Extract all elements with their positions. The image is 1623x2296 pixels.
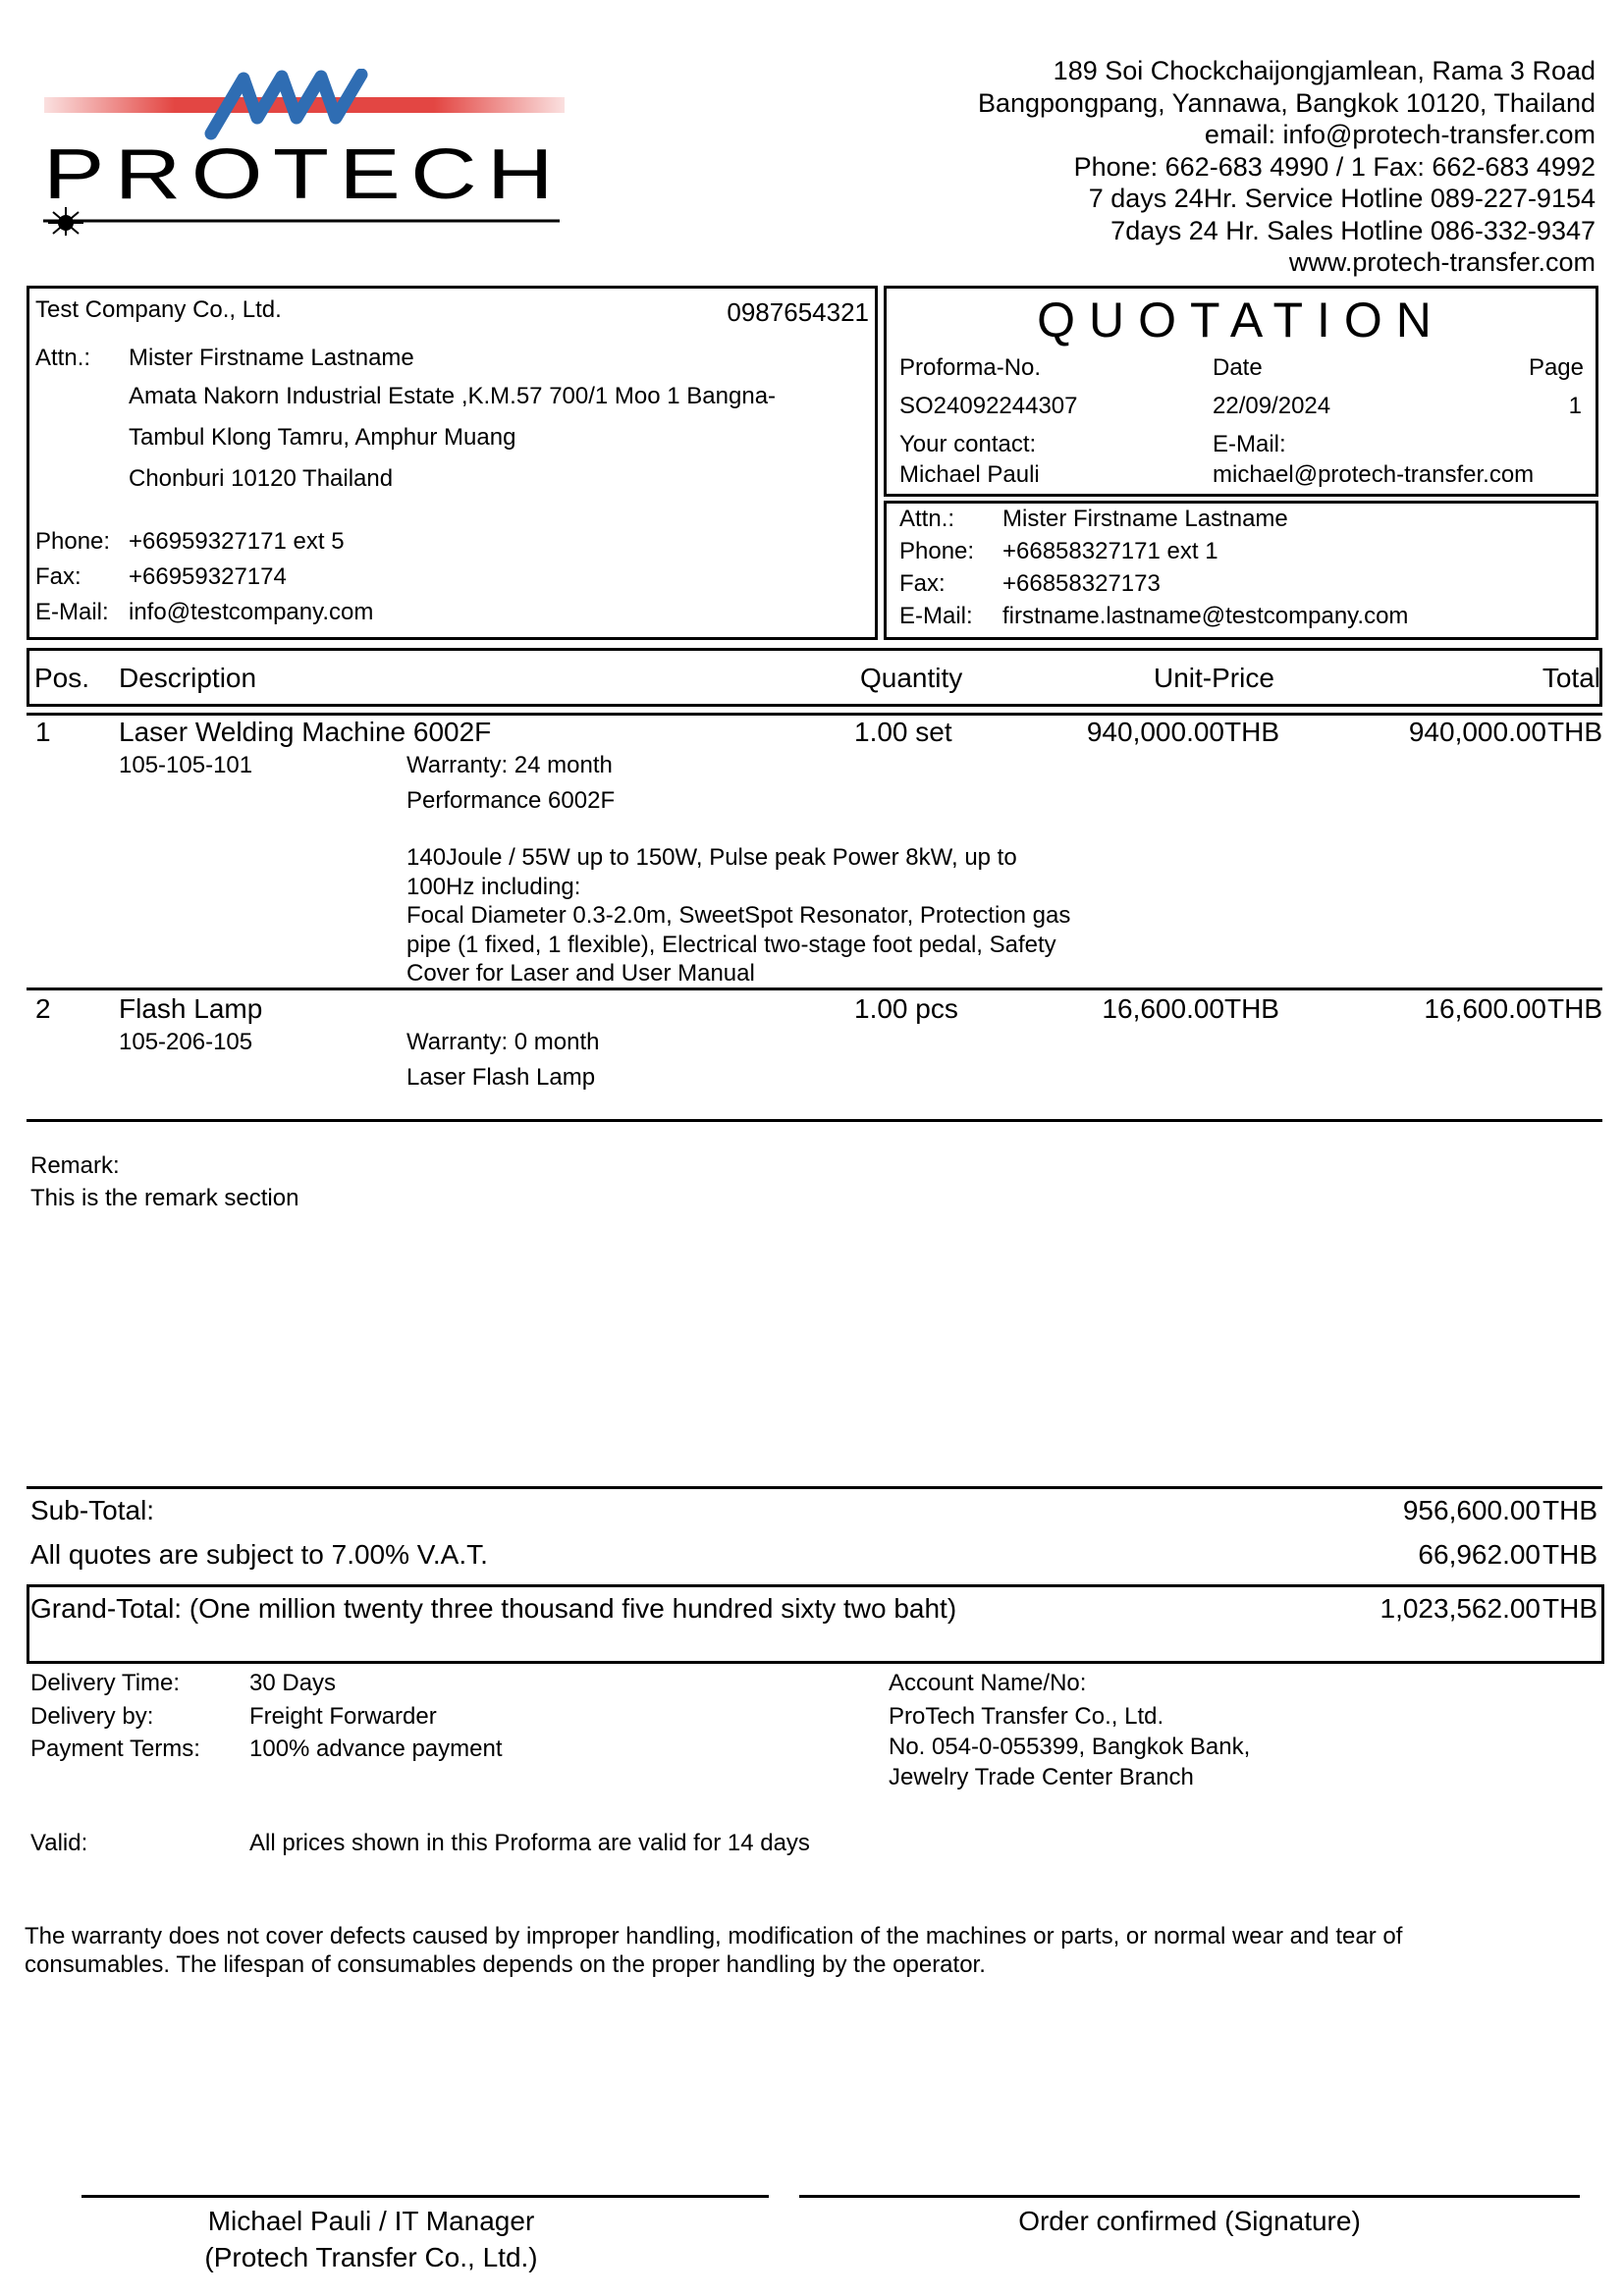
date-label: Date <box>1213 354 1263 381</box>
address-line: 189 Soi Chockchaijongjamlean, Rama 3 Road <box>1053 56 1596 85</box>
customer-fax: +66959327174 <box>129 563 287 590</box>
valid-label: Valid: <box>30 1830 88 1856</box>
fax-label: Fax: <box>35 563 81 590</box>
column-header-unit-price: Unit-Price <box>1154 663 1274 693</box>
contact-person-name: Mister Firstname Lastname <box>1002 506 1288 532</box>
item-code: 105-206-105 <box>119 1029 253 1055</box>
address-line: Bangpongpang, Yannawa, Bangkok 10120, Thailand <box>977 87 1596 118</box>
item-unit-price: 940,000.00THB <box>1086 717 1279 747</box>
contact-email[interactable]: michael@protech-transfer.com <box>1213 461 1535 488</box>
quotation-date: 22/09/2024 <box>1213 393 1331 419</box>
item-detail: Warranty: 24 month <box>406 752 613 778</box>
item-detail: 140Joule / 55W up to 150W, Pulse peak Power 8kW, up to <box>406 844 1017 871</box>
subtotal-label: Sub-Total: <box>30 1495 155 1525</box>
account-line: No. 054-0-055399, Bangkok Bank, <box>889 1734 1251 1760</box>
delivery-time-label: Delivery Time: <box>30 1670 181 1696</box>
signature-company: (Protech Transfer Co., Ltd.) <box>204 2242 538 2272</box>
column-header-description: Description <box>119 663 257 693</box>
delivery-time: 30 Days <box>249 1670 337 1696</box>
column-header-total: Total <box>1542 663 1600 693</box>
order-confirmed-signature: Order confirmed (Signature) <box>1018 2206 1361 2236</box>
contact-label: Your contact: <box>899 431 1037 457</box>
item-detail: pipe (1 fixed, 1 flexible), Electrical two-stage foot pedal, Safety <box>406 932 1056 958</box>
signature-name: Michael Pauli / IT Manager <box>207 2206 535 2236</box>
warranty-note: The warranty does not cover defects caused by improper handling, modification of the machines or parts, or normal wear and tear of consumables. The lifespan of consumables depends on the proper handling by the operator. <box>25 1923 1403 1978</box>
company-address <box>712 55 1596 279</box>
logo-wordmark: PROTECH <box>43 135 564 214</box>
item-name: Laser Welding Machine 6002F <box>119 717 492 747</box>
item-code: 105-105-101 <box>119 752 253 778</box>
sales-hotline: 7days 24 Hr. Sales Hotline 086-332-9347 <box>1110 215 1596 245</box>
item-detail: Laser Flash Lamp <box>406 1064 596 1091</box>
phone-label: Phone: <box>899 538 975 564</box>
customer-address-line: Chonburi 10120 Thailand <box>129 465 394 492</box>
contact-name: Michael Pauli <box>899 461 1040 488</box>
table-separator <box>27 988 1602 990</box>
payment-terms: 100% advance payment <box>249 1735 503 1762</box>
item-total: 16,600.00 <box>1424 993 1546 1024</box>
account-line: Jewelry Trade Center Branch <box>889 1764 1194 1790</box>
item-detail: Focal Diameter 0.3-2.0m, SweetSpot Resonator, Protection gas <box>406 902 1071 929</box>
subtotal-line <box>27 1486 1602 1489</box>
fax-label: Fax: <box>899 570 946 597</box>
item-currency: THB <box>1547 993 1602 1024</box>
company-phone: Phone: 662-683 4990 / 1 Fax: 662-683 4992 <box>1073 151 1596 182</box>
item-pos: 1 <box>35 717 51 747</box>
valid-text: All prices shown in this Proforma are valid for 14 days <box>249 1830 810 1856</box>
item-quantity: 1.00 pcs <box>854 993 958 1024</box>
subtotal-value: 956,600.00 <box>1402 1495 1541 1525</box>
customer-address-line: Tambul Klong Tamru, Amphur Muang <box>129 424 516 451</box>
account-label: Account Name/No: <box>889 1670 1087 1696</box>
signature-line-left <box>81 2195 769 2198</box>
contact-person-phone: +66858327171 ext 1 <box>1002 538 1218 564</box>
item-detail: 100Hz including: <box>406 874 581 900</box>
company-email[interactable]: email: info@protech-transfer.com <box>1204 120 1596 149</box>
signature-line-right <box>799 2195 1580 2198</box>
contact-person-email[interactable]: firstname.lastname@testcompany.com <box>1002 603 1409 629</box>
attn-label: Attn.: <box>899 506 955 532</box>
email-label: E-Mail: <box>899 603 973 629</box>
grand-total-value: 1,023,562.00 <box>1380 1593 1541 1624</box>
customer-phone: +66959327171 ext 5 <box>129 528 345 555</box>
quotation-title: QUOTATION <box>1037 293 1445 347</box>
item-total: 940,000.00 <box>1408 717 1546 747</box>
table-header <box>27 648 1602 707</box>
grand-total-label: Grand-Total: (One million twenty three thousand five hundred sixty two baht) <box>30 1593 957 1624</box>
item-name: Flash Lamp <box>119 993 263 1024</box>
item-detail: Warranty: 0 month <box>406 1029 600 1055</box>
customer-number: 0987654321 <box>727 297 869 327</box>
customer-email[interactable]: info@testcompany.com <box>129 599 374 625</box>
account-line: ProTech Transfer Co., Ltd. <box>889 1703 1164 1730</box>
company-website[interactable]: www.protech-transfer.com <box>1288 247 1596 277</box>
remark-text: This is the remark section <box>30 1185 299 1211</box>
page-label: Page <box>1528 354 1584 381</box>
item-detail: Cover for Laser and User Manual <box>406 960 755 987</box>
attn-label: Attn.: <box>35 345 91 371</box>
item-currency: THB <box>1547 717 1602 747</box>
attn-name: Mister Firstname Lastname <box>129 345 414 371</box>
service-hotline: 7 days 24Hr. Service Hotline 089-227-9154 <box>1088 184 1596 213</box>
delivery-by-label: Delivery by: <box>30 1703 154 1730</box>
vat-value: 66,962.00 <box>1418 1539 1541 1570</box>
item-pos: 2 <box>35 993 51 1024</box>
customer-name: Test Company Co., Ltd. <box>35 296 282 323</box>
grand-total-currency: THB <box>1542 1593 1597 1624</box>
item-unit-price: 16,600.00THB <box>1102 993 1279 1024</box>
phone-label: Phone: <box>35 528 111 555</box>
page-number: 1 <box>1568 393 1582 419</box>
proforma-label: Proforma-No. <box>899 354 1042 381</box>
protech-logo <box>39 69 569 236</box>
subtotal-currency: THB <box>1542 1495 1597 1525</box>
customer-address-line: Amata Nakorn Industrial Estate ,K.M.57 700/1 Moo 1 Bangna- <box>129 383 777 409</box>
vat-currency: THB <box>1542 1539 1597 1570</box>
delivery-by: Freight Forwarder <box>249 1703 437 1730</box>
vat-label: All quotes are subject to 7.00% V.A.T. <box>30 1539 488 1570</box>
contact-person-fax: +66858327173 <box>1002 570 1161 597</box>
item-detail: Performance 6002F <box>406 787 616 814</box>
item-quantity: 1.00 set <box>854 717 952 747</box>
payment-terms-label: Payment Terms: <box>30 1735 200 1762</box>
table-bottom-line <box>27 1119 1602 1122</box>
column-header-quantity: Quantity <box>860 663 963 693</box>
column-header-pos: Pos. <box>34 663 90 693</box>
proforma-number: SO24092244307 <box>899 393 1078 419</box>
contact-email-label: E-Mail: <box>1213 431 1286 457</box>
remark-label: Remark: <box>30 1152 120 1179</box>
email-label: E-Mail: <box>35 599 109 625</box>
